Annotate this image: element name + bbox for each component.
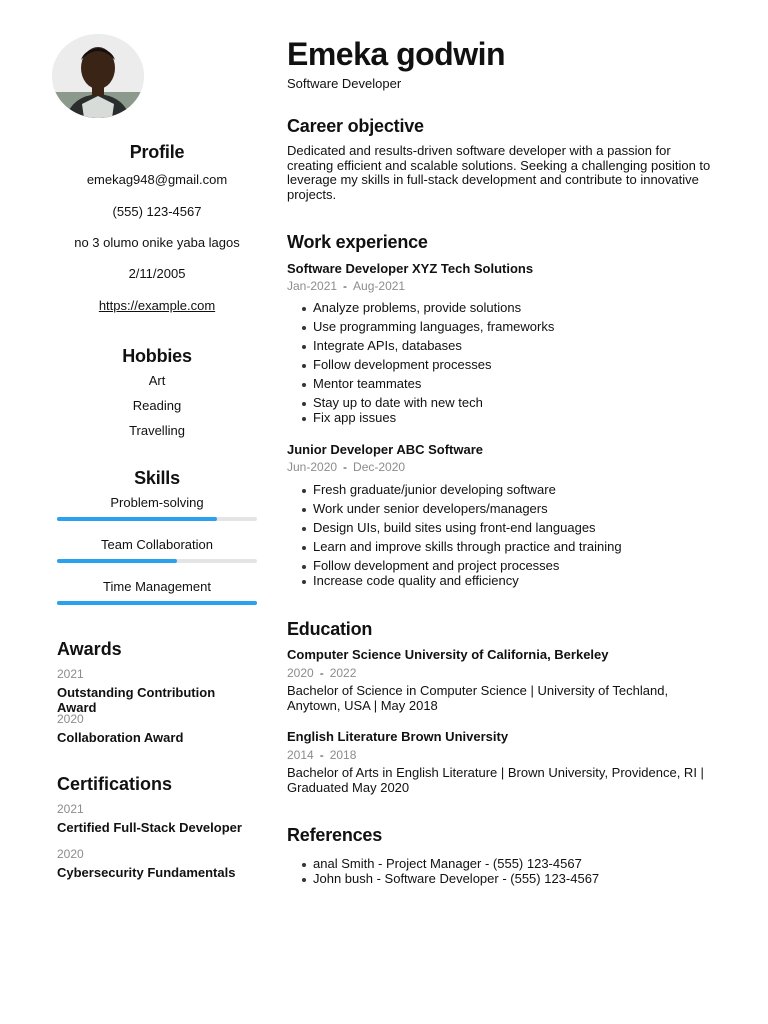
reference-item: anal Smith - Project Manager - (555) 123-4567 bbox=[287, 856, 727, 871]
education-desc: Bachelor of Arts in English Literature | Brown University, Providence, RI | Graduated May 2020 bbox=[287, 765, 704, 795]
awards-heading: Awards bbox=[57, 639, 122, 659]
education-dates: 2014 - 2018 bbox=[287, 748, 357, 762]
job-end-date: Dec-2020 bbox=[353, 460, 406, 474]
skill-bar bbox=[57, 517, 257, 521]
job-bullet: Stay up to date with new tech bbox=[287, 395, 727, 410]
references-list bbox=[287, 856, 727, 886]
award-title: Collaboration Award bbox=[57, 730, 184, 745]
job-title: Software Developer XYZ Tech Solutions bbox=[287, 261, 534, 276]
skill-bar-fill bbox=[57, 517, 217, 521]
job-bullet: Follow development processes bbox=[287, 357, 727, 376]
profile-heading: Profile bbox=[129, 142, 185, 162]
job-bullet: Follow development and project processes bbox=[287, 558, 727, 573]
certification-year: 2020 bbox=[57, 847, 84, 861]
objective-heading: Career objective bbox=[287, 116, 424, 136]
job-bullet: Fix app issues bbox=[287, 410, 727, 425]
hobby-item: Travelling bbox=[129, 423, 185, 438]
skill-bar-fill bbox=[57, 559, 177, 563]
certifications-heading: Certifications bbox=[57, 774, 173, 794]
job-bullet: Use programming languages, frameworks bbox=[287, 319, 727, 338]
address: no 3 olumo onike yaba lagos bbox=[74, 235, 240, 250]
education-start: 2020 bbox=[287, 666, 314, 680]
job-start-date: Jan-2021 bbox=[287, 279, 338, 293]
education-heading: Education bbox=[287, 619, 373, 639]
job-dates: Jan-2021 - Aug-2021 bbox=[287, 279, 406, 293]
award-year: 2021 bbox=[57, 667, 84, 681]
award-year: 2020 bbox=[57, 712, 84, 726]
objective-text: Dedicated and results-driven software developer with a passion for creating efficient and scalable solutions. Seeking a challenging position to leverage my skills in full-stack development and contribute to innovative projects. bbox=[287, 143, 711, 202]
job-bullet: Learn and improve skills through practice and training bbox=[287, 539, 727, 558]
hobby-item: Reading bbox=[132, 398, 182, 413]
award-title: Outstanding Contribution Award bbox=[57, 685, 216, 715]
certification-title: Certified Full-Stack Developer bbox=[57, 820, 242, 835]
education-start: 2014 bbox=[287, 748, 314, 762]
job-dates: Jun-2020 - Dec-2020 bbox=[287, 460, 406, 474]
certification-title: Cybersecurity Fundamentals bbox=[57, 865, 236, 880]
skill-bar bbox=[57, 559, 257, 563]
job-bullet: Fresh graduate/junior developing software bbox=[287, 482, 727, 501]
candidate-name: Emeka godwin bbox=[287, 36, 506, 72]
hobby-item: Art bbox=[148, 373, 166, 388]
job-start-date: Jun-2020 bbox=[287, 460, 338, 474]
job-title-header: Software Developer bbox=[287, 76, 402, 91]
phone: (555) 123-4567 bbox=[112, 204, 202, 219]
skill-bar bbox=[57, 601, 257, 605]
job-bullet: Design UIs, build sites using front-end languages bbox=[287, 520, 727, 539]
education-title: English Literature Brown University bbox=[287, 729, 509, 744]
job-bullets bbox=[287, 482, 727, 588]
education-title: Computer Science University of California, Berkeley bbox=[287, 647, 609, 662]
job-title: Junior Developer ABC Software bbox=[287, 442, 484, 457]
certification-year: 2021 bbox=[57, 802, 84, 816]
education-end: 2018 bbox=[329, 748, 357, 762]
skill-name: Time Management bbox=[103, 579, 211, 594]
job-bullet: Increase code quality and efficiency bbox=[287, 573, 727, 588]
job-bullet: Analyze problems, provide solutions bbox=[287, 300, 727, 319]
skill-name: Problem-solving bbox=[110, 495, 204, 510]
education-dates: 2020 - 2022 bbox=[287, 666, 357, 680]
education-desc: Bachelor of Science in Computer Science | University of Techland, Anytown, USA | May 2018 bbox=[287, 683, 669, 713]
job-end-date: Aug-2021 bbox=[353, 279, 406, 293]
job-bullet: Integrate APIs, databases bbox=[287, 338, 727, 357]
job-bullets bbox=[287, 300, 727, 425]
references-heading: References bbox=[287, 825, 383, 845]
website-link[interactable]: https://example.com bbox=[98, 298, 216, 313]
work-heading: Work experience bbox=[287, 232, 428, 252]
job-bullet: Mentor teammates bbox=[287, 376, 727, 395]
education-end: 2022 bbox=[329, 666, 357, 680]
job-bullet: Work under senior developers/managers bbox=[287, 501, 727, 520]
date-of-birth: 2/11/2005 bbox=[128, 266, 186, 281]
email[interactable]: emekag948@gmail.com bbox=[86, 172, 228, 187]
skill-name: Team Collaboration bbox=[100, 537, 213, 552]
skill-bar-fill bbox=[57, 601, 257, 605]
skills-heading: Skills bbox=[134, 468, 180, 488]
reference-item: John bush - Software Developer - (555) 123-4567 bbox=[287, 871, 727, 886]
hobbies-heading: Hobbies bbox=[122, 346, 192, 366]
profile-photo bbox=[52, 34, 144, 118]
